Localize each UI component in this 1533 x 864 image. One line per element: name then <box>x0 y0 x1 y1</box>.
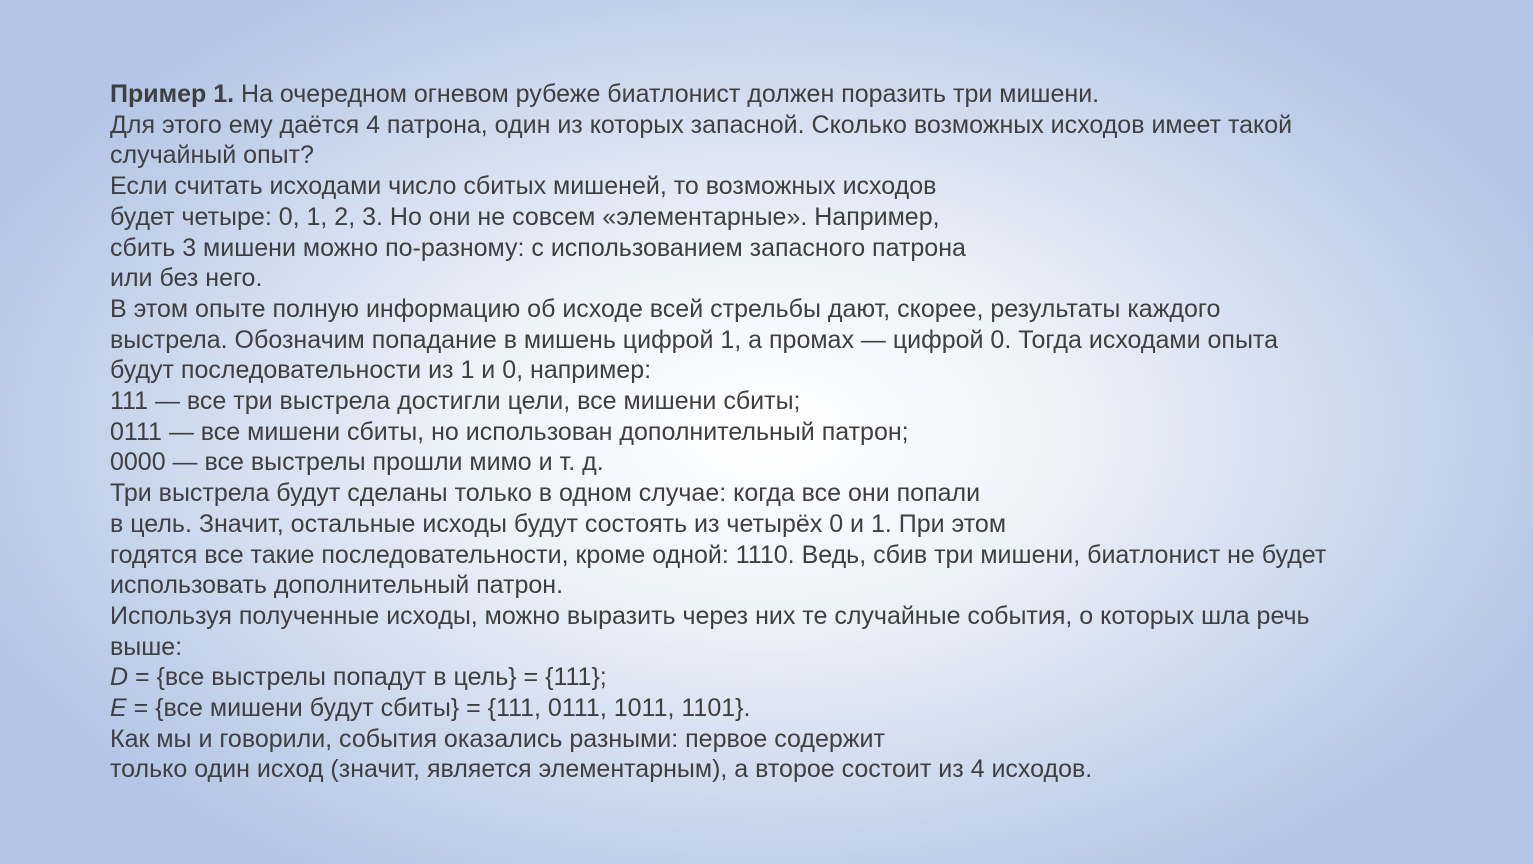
text-line: годятся все такие последовательности, кроме одной: 1110. Ведь, сбив три мишени, биатлонист не будет <box>110 540 1327 569</box>
text-line: Как мы и говорили, события оказались разными: первое содержит <box>110 724 885 753</box>
text-line: использовать дополнительный патрон. <box>110 571 564 600</box>
event-d-line <box>110 662 1390 693</box>
example-text <box>110 79 1390 785</box>
text-line: 0111 — все мишени сбиты, но использован дополнительный патрон; <box>110 417 909 446</box>
text-line: или без него. <box>110 264 263 293</box>
text-line: в цель. Значит, остальные исходы будут состоять из четырёх 0 и 1. При этом <box>110 509 1007 538</box>
text-line: Используя полученные исходы, можно выразить через них те случайные события, о которых шла речь <box>110 601 1310 630</box>
text-line: В этом опыте полную информацию об исходе всей стрельбы дают, скорее, результаты каждого <box>110 294 1221 323</box>
text-line: Для этого ему даётся 4 патрона, один из которых запасной. Сколько возможных исходов имеет такой <box>110 110 1293 139</box>
text-line: случайный опыт? <box>110 141 314 170</box>
text-line: 111 — все три выстрела достигли цели, все мишени сбиты; <box>110 387 801 416</box>
text-line: будут последовательности из 1 и 0, например: <box>110 356 652 385</box>
event-e-definition: = {все мишени будут сбиты} = {111, 0111, 1011, 1101}. <box>126 694 751 723</box>
text-line: будет четыре: 0, 1, 2, 3. Но они не совсем «элементарные». Например, <box>110 202 940 231</box>
event-e-variable: E <box>110 694 127 723</box>
text-line: только один исход (значит, является элементарным), а второе состоит из 4 исходов. <box>110 755 1093 784</box>
text-line: выстрела. Обозначим попадание в мишень цифрой 1, а промах — цифрой 0. Тогда исходами опыта <box>110 325 1278 354</box>
text-line: выше: <box>110 632 183 661</box>
example-heading: Пример 1. <box>110 80 235 108</box>
example-line-1: Пример 1. На очередном огневом рубеже биатлонист должен поразить три мишени. <box>110 80 1100 108</box>
text-line: Если считать исходами число сбитых мишеней, то возможных исходов <box>110 172 937 201</box>
event-d-variable: D <box>110 663 129 692</box>
text-line: 0000 — все выстрелы прошли мимо и т. д. <box>110 448 604 477</box>
event-e-line <box>110 693 1390 724</box>
text-line: Три выстрела будут сделаны только в одном случае: когда все они попали <box>110 479 981 508</box>
text-line: сбить 3 мишени можно по-разному: с использованием запасного патрона <box>110 233 966 262</box>
event-d-definition: = {все выстрелы попадут в цель} = {111}; <box>128 663 607 692</box>
